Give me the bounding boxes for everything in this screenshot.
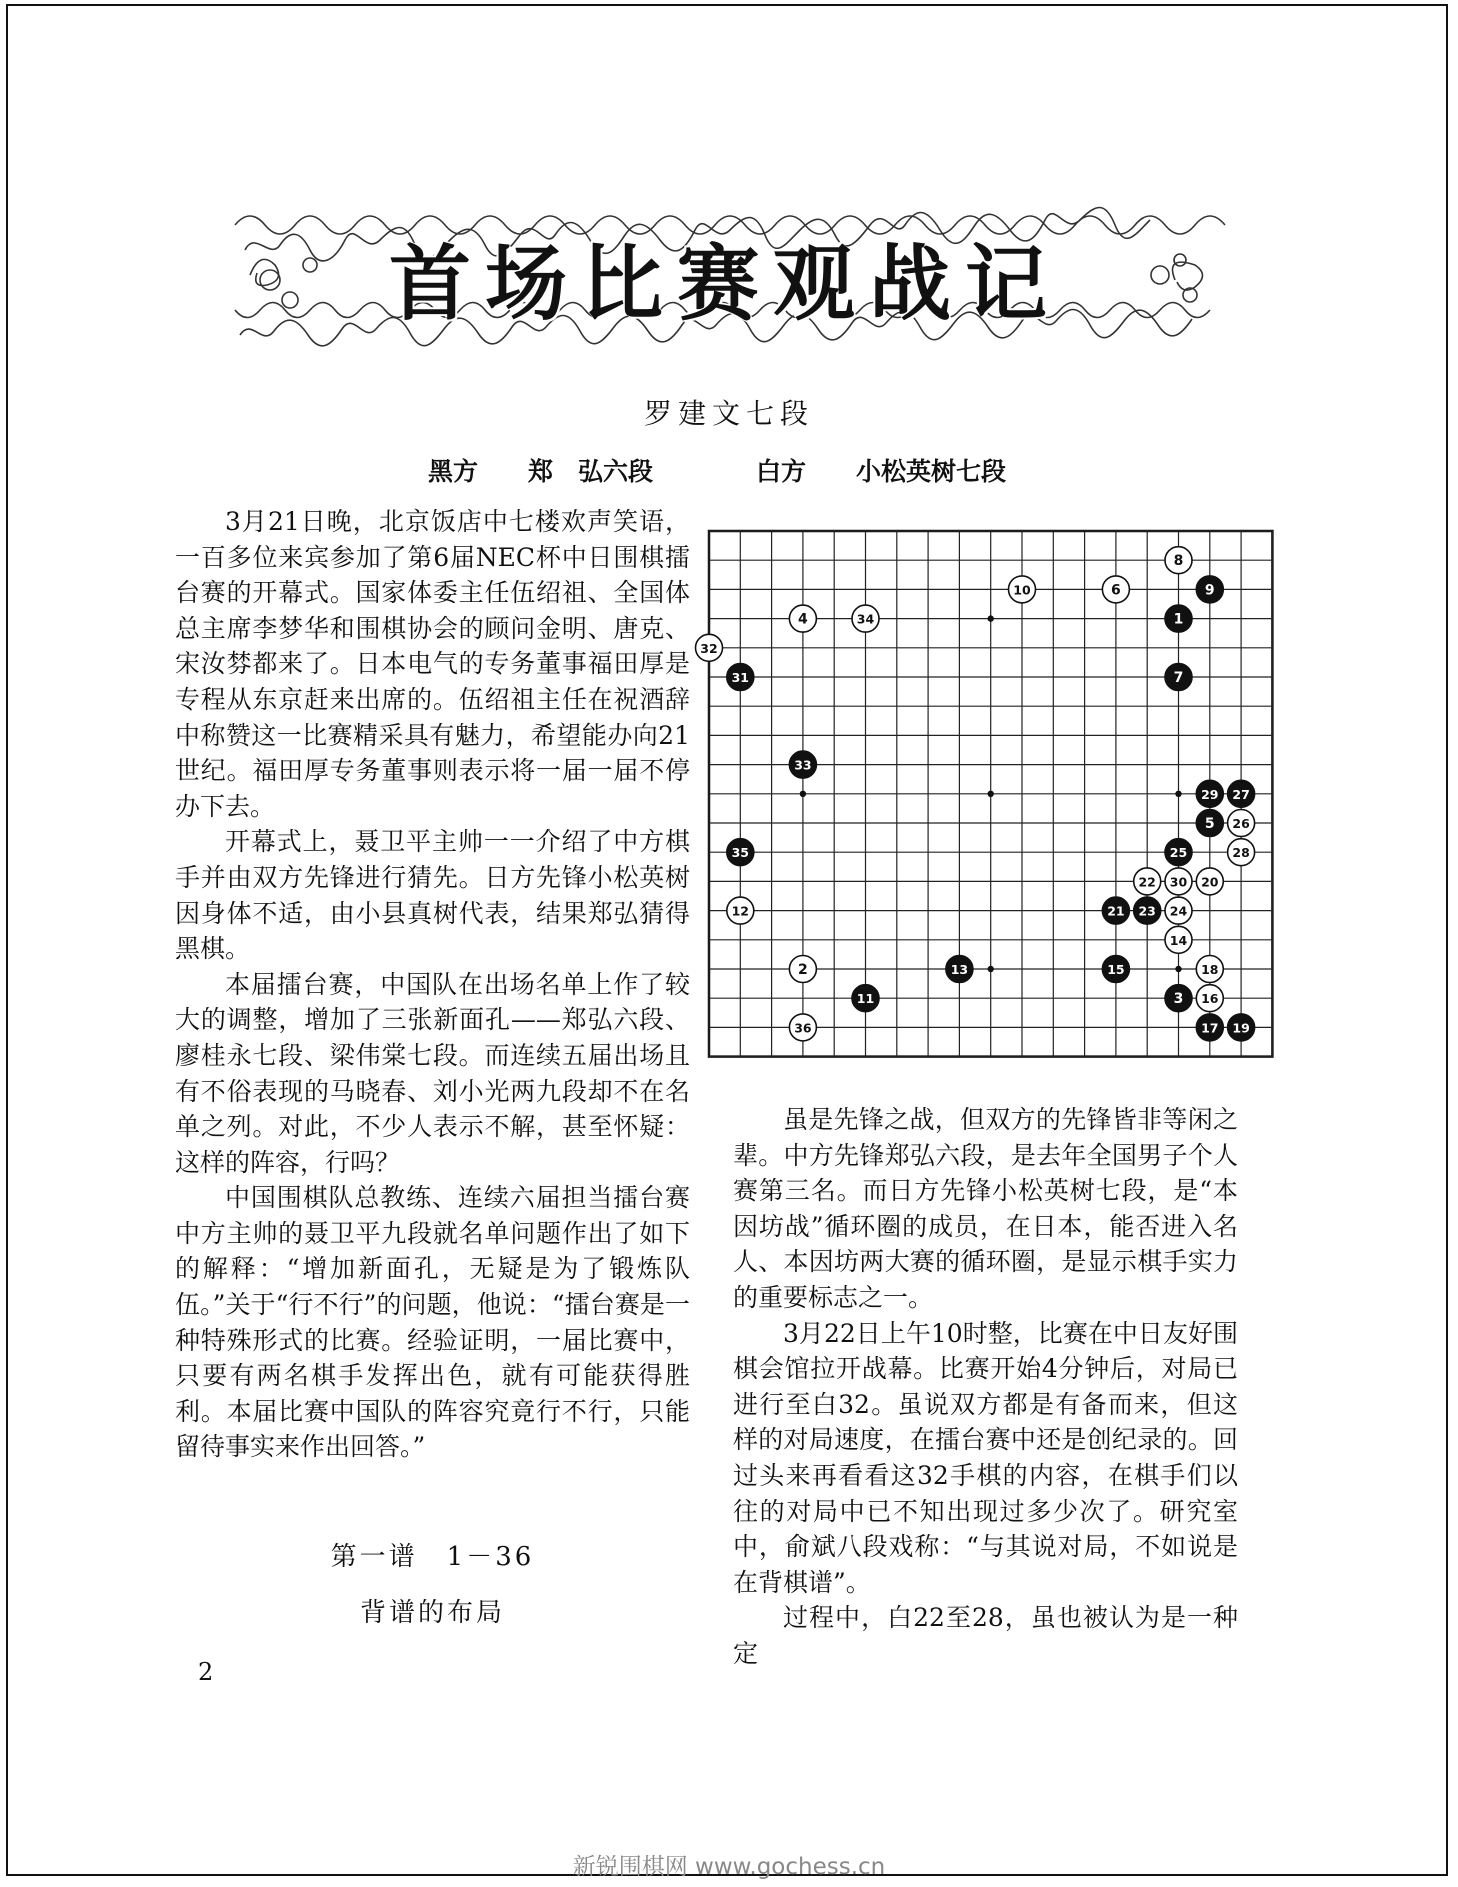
- diagram-caption-subtitle: 背谱的布局: [359, 1598, 505, 1628]
- paragraph: 3月21日晚，北京饭店中七楼欢声笑语，一百多位来宾参加了第6届NEC杯中日围棋擂台赛的开幕式。国家体委主任伍绍祖、全国体总主席李梦华和围棋协会的顾问金明、唐克、宋汝棼都来了。日本电气的专务董事福田厚是专程从东京赶来出席的。伍绍祖主任在祝酒辞中称赞这一比赛精采具有魅力，希望能办向21世纪。福田厚专务董事则表示将一届一届不停办下去。: [175, 507, 690, 821]
- stone-move-number: 31: [731, 670, 750, 685]
- stone-move-number: 15: [1107, 962, 1125, 977]
- stone-move-number: 33: [794, 757, 812, 773]
- black-player-name: 郑 弘六段: [528, 457, 654, 486]
- star-point: [1175, 791, 1181, 797]
- stone-move-number: 30: [1169, 874, 1188, 890]
- paragraph: 开幕式上，聂卫平主帅一一介绍了中方棋手并由双方先锋进行猜先。日方先锋小松英树因身体不适，由小县真树代表，结果郑弘猜得黑棋。: [175, 827, 690, 964]
- title-banner: [230, 205, 1220, 350]
- paragraph: 过程中，白22至28，虽也被认为是一种定: [733, 1603, 1238, 1668]
- white-label: 白方: [756, 457, 807, 486]
- stone-move-number: 13: [950, 962, 969, 977]
- stone-move-number: 6: [1111, 582, 1121, 599]
- stone-move-number: 22: [1138, 874, 1156, 890]
- stone-move-number: 11: [856, 991, 875, 1007]
- stone-move-number: 24: [1169, 903, 1188, 919]
- paragraph: 3月22日上午10时整，比赛在中日友好围棋会馆拉开战幕。比赛开始4分钟后，对局已进行至白32。虽说双方都是有备而来，但这样的对局速度，在擂台赛中还是创纪录的。回过头来再看看这32手棋的内容，在棋手们以往的对局中已不知出现过多少次了。研究室中，俞斌八段戏称：“与其说对局，不如说是在背棋谱”。: [733, 1318, 1238, 1597]
- star-point: [1175, 966, 1181, 972]
- watermark: 新锐围棋网 www.gochess.cn: [572, 1854, 886, 1880]
- stone-move-number: 17: [1201, 1020, 1219, 1036]
- stone-move-number: 1: [1173, 611, 1184, 628]
- stone-move-number: 32: [700, 640, 718, 656]
- stone-move-number: 18: [1201, 962, 1219, 977]
- stone-move-number: 36: [794, 1020, 812, 1036]
- white-player-name: 小松英树七段: [856, 457, 1007, 486]
- stone-move-number: 14: [1169, 932, 1188, 948]
- stone-move-number: 16: [1201, 991, 1219, 1007]
- star-point: [988, 966, 994, 972]
- stone-move-number: 28: [1232, 845, 1250, 861]
- diagram-caption-title: 第一谱 1－36: [330, 1542, 535, 1572]
- paragraph: 本届擂台赛，中国队在出场名单上作了较大的调整，增加了三张新面孔——郑弘六段、廖桂永七段、梁伟棠七段。而连续五届出场且有不俗表现的马晓春、刘小光两九段却不在名单之列。对此，不少人表示不解，甚至怀疑：这样的阵容，行吗？: [175, 969, 690, 1177]
- paragraph: 虽是先锋之战，但双方的先锋皆非等闲之辈。中方先锋郑弘六段，是去年全国男子个人赛第三名。而日方先锋小松英树七段，是“本因坊战”循环圈的成员，在日本，能否进入名人、本因坊两大赛的循环圈，是显示棋手实力的重要标志之一。: [733, 1105, 1238, 1312]
- stone-move-number: 5: [1204, 816, 1215, 832]
- paragraph: 中国围棋队总教练、连续六届担当擂台赛中方主帅的聂卫平九段就名单问题作出了如下的解释：“增加新面孔，无疑是为了锻炼队伍。”关于“行不行”的问题，他说：“擂台赛是一种特殊形式的比赛。经验证明，一届比赛中，只要有两名棋手发挥出色，就有可能获得胜利。本届比赛中国队的阵容究竟行不行，只能留待事实来作出回答。”: [175, 1183, 690, 1462]
- black-label: 黑方: [428, 457, 479, 486]
- stone-move-number: 9: [1204, 582, 1215, 599]
- stone-move-number: 20: [1201, 874, 1219, 890]
- right-column: [733, 1102, 1238, 1672]
- go-board: [700, 528, 1279, 1060]
- stone-move-number: 34: [856, 611, 875, 627]
- stone-move-number: 23: [1138, 903, 1156, 919]
- stone-move-number: 35: [731, 845, 750, 861]
- stone-move-number: 8: [1173, 553, 1184, 570]
- page-number: 2: [198, 1658, 214, 1686]
- stone-move-number: 12: [731, 903, 750, 919]
- stone-move-number: 25: [1169, 845, 1188, 861]
- stone-move-number: 27: [1232, 786, 1250, 802]
- star-point: [988, 615, 994, 621]
- stone-move-number: 2: [798, 962, 808, 978]
- go-board-diagram: [700, 528, 1279, 1060]
- stone-move-number: 21: [1107, 903, 1125, 919]
- star-point: [988, 791, 994, 797]
- author-line: 罗建文七段: [643, 397, 814, 430]
- stone-move-number: 19: [1232, 1020, 1250, 1036]
- article-title: 首场比赛观战记: [388, 237, 1061, 332]
- stone-move-number: 7: [1173, 670, 1184, 686]
- stone-move-number: 10: [1013, 582, 1031, 598]
- stone-move-number: 3: [1173, 991, 1184, 1008]
- stone-move-number: 29: [1201, 786, 1219, 802]
- star-point: [800, 791, 806, 797]
- stone-move-number: 26: [1232, 816, 1250, 831]
- stone-move-number: 4: [798, 611, 808, 628]
- left-column: [175, 504, 690, 1465]
